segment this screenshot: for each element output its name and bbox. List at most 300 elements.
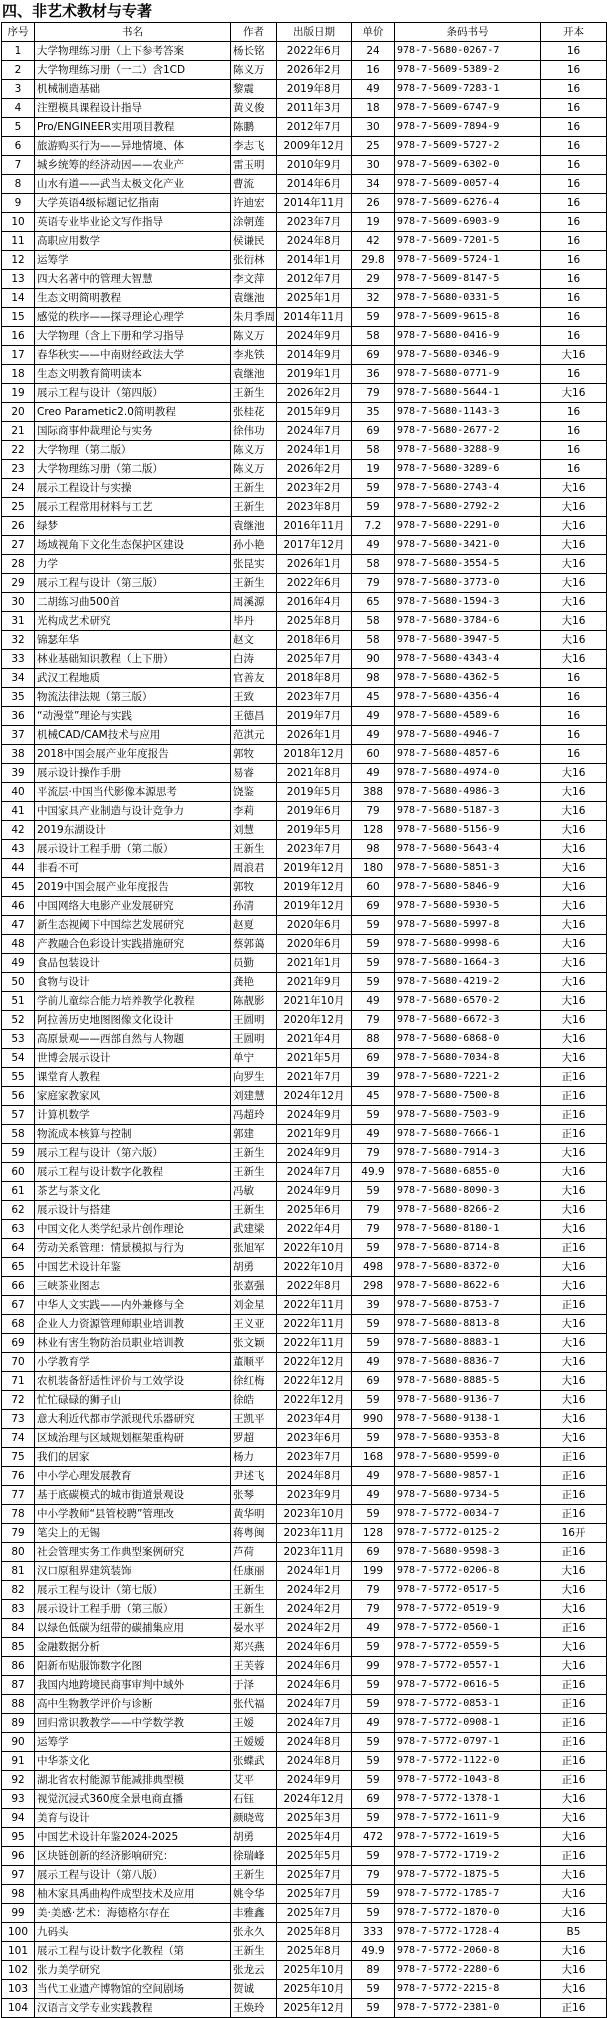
cell-title: 中国艺术设计年鉴2024-2025 (35, 1828, 231, 1847)
cell-author: 单宁 (231, 1049, 277, 1068)
cell-date: 2017年12月 (277, 536, 352, 555)
cell-author: 李志飞 (231, 137, 277, 156)
cell-date: 2019年7月 (277, 707, 352, 726)
cell-title: 山水有道——武当太极文化产业 (35, 175, 231, 194)
cell-author: 王新生 (231, 1201, 277, 1220)
cell-isbn: 978-7-5680-5851-3 (395, 859, 541, 878)
cell-isbn: 978-7-5680-3947-5 (395, 631, 541, 650)
cell-seq: 52 (2, 1011, 35, 1030)
table-row (2, 1524, 607, 1543)
table-row (2, 1106, 607, 1125)
cell-seq: 51 (2, 992, 35, 1011)
cell-seq: 3 (2, 80, 35, 99)
cell-date: 2024年12月 (277, 1087, 352, 1106)
cell-date: 2026年2月 (277, 460, 352, 479)
cell-isbn: 978-7-5609-7201-5 (395, 232, 541, 251)
cell-isbn: 978-7-5772-0519-9 (395, 1600, 541, 1619)
cell-author: 胡勇 (231, 1828, 277, 1847)
table-row (2, 1372, 607, 1391)
cell-author: 向罗生 (231, 1068, 277, 1087)
cell-isbn: 978-7-5680-3288-9 (395, 441, 541, 460)
table-row (2, 156, 607, 175)
cell-format: 大16 (541, 1809, 607, 1828)
cell-title: 茶艺与茶文化 (35, 1182, 231, 1201)
cell-title: 柚木家具禹曲构件成型技术及应用 (35, 1885, 231, 1904)
cell-date: 2019年8月 (277, 80, 352, 99)
table-row (2, 498, 607, 517)
cell-date: 2018年6月 (277, 631, 352, 650)
cell-title: 展示工程与设计（第八版） (35, 1866, 231, 1885)
cell-date: 2024年6月 (277, 1638, 352, 1657)
cell-isbn: 978-7-5680-2677-2 (395, 422, 541, 441)
cell-date: 2025年3月 (277, 1809, 352, 1828)
cell-format: 正16 (541, 1695, 607, 1714)
cell-isbn: 978-7-5772-2060-8 (395, 1942, 541, 1961)
cell-author: 王焕玲 (231, 1999, 277, 2018)
cell-author: 王新生 (231, 1600, 277, 1619)
cell-isbn: 978-7-5680-7034-8 (395, 1049, 541, 1068)
cell-format: 正16 (541, 1505, 607, 1524)
cell-isbn: 978-7-5680-4974-0 (395, 764, 541, 783)
cell-seq: 21 (2, 422, 35, 441)
cell-price: 88 (352, 1030, 395, 1049)
cell-price: 19 (352, 213, 395, 232)
cell-isbn: 978-7-5680-9857-1 (395, 1467, 541, 1486)
cell-seq: 69 (2, 1334, 35, 1353)
cell-date: 2025年10月 (277, 1961, 352, 1980)
cell-isbn: 978-7-5680-4986-3 (395, 783, 541, 802)
cell-isbn: 978-7-5680-9353-8 (395, 1429, 541, 1448)
cell-format: 16 (541, 251, 607, 270)
cell-title: 阳新布贴服饰数字化图 (35, 1657, 231, 1676)
cell-date: 2018年8月 (277, 669, 352, 688)
table-row (2, 992, 607, 1011)
cell-format: 正16 (541, 1752, 607, 1771)
cell-date: 2019年5月 (277, 783, 352, 802)
cell-author: 陈鹏 (231, 118, 277, 137)
cell-price: 59 (352, 1695, 395, 1714)
cell-format: 大16 (541, 1828, 607, 1847)
cell-title: 生态文明教育简明读本 (35, 365, 231, 384)
cell-isbn: 978-7-5680-6855-0 (395, 1163, 541, 1182)
cell-price: 59 (352, 1733, 395, 1752)
cell-author: 黄义俊 (231, 99, 277, 118)
cell-author: 郭建 (231, 1125, 277, 1144)
cell-date: 2022年8月 (277, 1277, 352, 1296)
cell-author: 陈义万 (231, 441, 277, 460)
cell-author: 张蝶武 (231, 1752, 277, 1771)
cell-title: 忙忙碌碌的狮子山 (35, 1391, 231, 1410)
cell-price: 79 (352, 1201, 395, 1220)
cell-date: 2009年12月 (277, 137, 352, 156)
cell-author: 王新生 (231, 840, 277, 859)
cell-date: 2021年4月 (277, 1030, 352, 1049)
cell-seq: 77 (2, 1486, 35, 1505)
cell-author: 徐伟功 (231, 422, 277, 441)
cell-isbn: 978-7-5680-8622-6 (395, 1277, 541, 1296)
cell-author: 王芙蓉 (231, 1657, 277, 1676)
cell-date: 2025年4月 (277, 1828, 352, 1847)
cell-title: 大学英语4级标题记忆指南 (35, 194, 231, 213)
cell-price: 58 (352, 631, 395, 650)
table-row (2, 1163, 607, 1182)
cell-price: 59 (352, 1752, 395, 1771)
cell-seq: 76 (2, 1467, 35, 1486)
cell-seq: 78 (2, 1505, 35, 1524)
cell-date: 2022年11月 (277, 1296, 352, 1315)
cell-author: 陈靓影 (231, 992, 277, 1011)
table-row (2, 1239, 607, 1258)
table-row (2, 631, 607, 650)
cell-seq: 100 (2, 1923, 35, 1942)
table-row (2, 441, 607, 460)
cell-title: 二胡练习曲500首 (35, 593, 231, 612)
cell-author: 张衍林 (231, 251, 277, 270)
cell-title: “动漫堂”理论与实践 (35, 707, 231, 726)
cell-seq: 99 (2, 1904, 35, 1923)
cell-title: 中小学教师“县管校聘”管理改 (35, 1505, 231, 1524)
cell-author: 石钰 (231, 1790, 277, 1809)
cell-title: 汉口原租界建筑装饰 (35, 1562, 231, 1581)
cell-title: 力学 (35, 555, 231, 574)
cell-author: 郭牧 (231, 745, 277, 764)
cell-author: 王新生 (231, 1144, 277, 1163)
cell-author: 张嘉强 (231, 1277, 277, 1296)
cell-seq: 19 (2, 384, 35, 403)
cell-isbn: 978-7-5680-5643-4 (395, 840, 541, 859)
cell-isbn: 978-7-5680-2291-0 (395, 517, 541, 536)
cell-seq: 10 (2, 213, 35, 232)
cell-title: 注塑模具课程设计指导 (35, 99, 231, 118)
cell-format: 正16 (541, 1087, 607, 1106)
cell-seq: 53 (2, 1030, 35, 1049)
cell-seq: 1 (2, 42, 35, 61)
cell-seq: 104 (2, 1999, 35, 2018)
cell-seq: 8 (2, 175, 35, 194)
cell-seq: 28 (2, 555, 35, 574)
cell-format: 大16 (541, 631, 607, 650)
table-row (2, 859, 607, 878)
cell-price: 49 (352, 1714, 395, 1733)
cell-format: 大16 (541, 1315, 607, 1334)
cell-format: 16 (541, 213, 607, 232)
cell-title: 小学教育学 (35, 1353, 231, 1372)
cell-format: 大16 (541, 1372, 607, 1391)
cell-author: 武建梁 (231, 1220, 277, 1239)
cell-format: 16 (541, 688, 607, 707)
cell-isbn: 978-7-5772-1619-5 (395, 1828, 541, 1847)
cell-author: 王新生 (231, 1581, 277, 1600)
cell-title: 三峡茶业图志 (35, 1277, 231, 1296)
cell-author: 王义亚 (231, 1315, 277, 1334)
cell-seq: 72 (2, 1391, 35, 1410)
cell-seq: 31 (2, 612, 35, 631)
cell-price: 79 (352, 1011, 395, 1030)
cell-title: 产教融合色彩设计实践措施研究 (35, 935, 231, 954)
cell-price: 59 (352, 916, 395, 935)
cell-author: 王凯平 (231, 1410, 277, 1429)
cell-author: 李兆铁 (231, 346, 277, 365)
cell-format: 大16 (541, 1201, 607, 1220)
cell-date: 2024年1月 (277, 441, 352, 460)
cell-date: 2023年9月 (277, 1486, 352, 1505)
cell-title: 区块链创新的经济影响研究： (35, 1847, 231, 1866)
cell-isbn: 978-7-5680-8836-7 (395, 1353, 541, 1372)
cell-seq: 90 (2, 1733, 35, 1752)
cell-date: 2021年10月 (277, 992, 352, 1011)
cell-format: 16 (541, 403, 607, 422)
cell-title: Creo Parametic2.0简明教程 (35, 403, 231, 422)
cell-author: 杨长铭 (231, 42, 277, 61)
cell-author: 袁继池 (231, 517, 277, 536)
header-row (2, 23, 607, 42)
cell-format: 大16 (541, 1391, 607, 1410)
cell-price: 79 (352, 384, 395, 403)
cell-price: 59 (352, 1182, 395, 1201)
cell-price: 59 (352, 1885, 395, 1904)
cell-seq: 33 (2, 650, 35, 669)
cell-date: 2023年11月 (277, 1524, 352, 1543)
table-row (2, 1809, 607, 1828)
cell-format: 大16 (541, 1657, 607, 1676)
cell-seq: 57 (2, 1106, 35, 1125)
cell-date: 2025年7月 (277, 650, 352, 669)
cell-author: 郭牧 (231, 878, 277, 897)
cell-price: 49 (352, 1486, 395, 1505)
cell-title: 课堂育人教程 (35, 1068, 231, 1087)
cell-format: 16 (541, 441, 607, 460)
cell-price: 26 (352, 194, 395, 213)
cell-date: 2020年6月 (277, 935, 352, 954)
cell-format: 大16 (541, 536, 607, 555)
cell-author: 周浪君 (231, 859, 277, 878)
cell-format: 大16 (541, 1638, 607, 1657)
cell-title: 林业有害生物防治员职业培训教 (35, 1334, 231, 1353)
cell-format: 大16 (541, 555, 607, 574)
cell-format: 16 (541, 327, 607, 346)
cell-isbn: 978-7-5680-4589-6 (395, 707, 541, 726)
cell-format: 16 (541, 61, 607, 80)
cell-format: 大16 (541, 878, 607, 897)
cell-format: 正16 (541, 1068, 607, 1087)
cell-date: 2024年2月 (277, 1619, 352, 1638)
cell-author: 张永久 (231, 1923, 277, 1942)
cell-title: 新生态视阈下中国综艺发展研究 (35, 916, 231, 935)
cell-isbn: 978-7-5680-8813-8 (395, 1315, 541, 1334)
cell-seq: 86 (2, 1657, 35, 1676)
cell-seq: 2 (2, 61, 35, 80)
cell-format: 16 (541, 99, 607, 118)
cell-format: 16 (541, 308, 607, 327)
cell-author: 蒋粤闽 (231, 1524, 277, 1543)
cell-format: 16开 (541, 1524, 607, 1543)
cell-price: 58 (352, 327, 395, 346)
cell-seq: 34 (2, 669, 35, 688)
cell-date: 2026年2月 (277, 61, 352, 80)
table-row (2, 384, 607, 403)
cell-date: 2014年9月 (277, 346, 352, 365)
cell-seq: 43 (2, 840, 35, 859)
cell-price: 16 (352, 61, 395, 80)
cell-price: 79 (352, 1144, 395, 1163)
cell-author: 刘慧 (231, 821, 277, 840)
cell-price: 49 (352, 764, 395, 783)
cell-format: 16 (541, 669, 607, 688)
header-format: 开本 (541, 23, 607, 42)
table-row (2, 1144, 607, 1163)
cell-seq: 58 (2, 1125, 35, 1144)
cell-seq: 14 (2, 289, 35, 308)
cell-title: 物流成本核算与控制 (35, 1125, 231, 1144)
cell-date: 2025年8月 (277, 612, 352, 631)
cell-author: 刘金星 (231, 1296, 277, 1315)
cell-isbn: 978-7-5772-0557-1 (395, 1657, 541, 1676)
cell-isbn: 978-7-5609-6302-0 (395, 156, 541, 175)
cell-format: 16 (541, 422, 607, 441)
cell-format: 大16 (541, 517, 607, 536)
table-row (2, 118, 607, 137)
cell-isbn: 978-7-5680-5930-5 (395, 897, 541, 916)
cell-date: 2024年12月 (277, 1790, 352, 1809)
cell-price: 45 (352, 688, 395, 707)
cell-author: 袁继池 (231, 365, 277, 384)
cell-format: 大16 (541, 821, 607, 840)
cell-price: 59 (352, 1239, 395, 1258)
cell-title: 展示设计工程手册（第三版） (35, 1600, 231, 1619)
cell-seq: 27 (2, 536, 35, 555)
cell-seq: 81 (2, 1562, 35, 1581)
cell-seq: 89 (2, 1714, 35, 1733)
cell-isbn: 978-7-5680-4343-4 (395, 650, 541, 669)
cell-title: 展示设计操作手册 (35, 764, 231, 783)
cell-seq: 87 (2, 1676, 35, 1695)
cell-date: 2023年7月 (277, 688, 352, 707)
cell-author: 王嫒嫒 (231, 1733, 277, 1752)
cell-isbn: 978-7-5680-4219-2 (395, 973, 541, 992)
table-row (2, 1296, 607, 1315)
cell-format: 16 (541, 289, 607, 308)
cell-date: 2019年5月 (277, 821, 352, 840)
cell-title: 湖北省农村能源节能减排典型模 (35, 1771, 231, 1790)
table-row (2, 1353, 607, 1372)
cell-format: 大16 (541, 1942, 607, 1961)
cell-price: 59 (352, 1505, 395, 1524)
cell-price: 498 (352, 1258, 395, 1277)
cell-date: 2020年6月 (277, 916, 352, 935)
cell-title: 金融数据分析 (35, 1638, 231, 1657)
cell-title: 展示工程与设计（第三版） (35, 574, 231, 593)
cell-title: 以绿色低碳为纽带的碳捕集应用 (35, 1619, 231, 1638)
cell-isbn: 978-7-5680-5156-9 (395, 821, 541, 840)
cell-format: 大16 (541, 650, 607, 669)
table-row (2, 1771, 607, 1790)
cell-title: 四大名著中的管理大智慧 (35, 270, 231, 289)
cell-seq: 93 (2, 1790, 35, 1809)
cell-price: 90 (352, 650, 395, 669)
table-row (2, 1448, 607, 1467)
cell-author: 徐瑞峰 (231, 1847, 277, 1866)
table-row (2, 707, 607, 726)
cell-author: 官善友 (231, 669, 277, 688)
table-row (2, 555, 607, 574)
table-row (2, 137, 607, 156)
cell-date: 2023年10月 (277, 1505, 352, 1524)
cell-date: 2022年12月 (277, 1353, 352, 1372)
table-body (2, 42, 607, 2018)
table-row (2, 1752, 607, 1771)
cell-format: 大16 (541, 840, 607, 859)
cell-date: 2023年8月 (277, 498, 352, 517)
cell-title: 展示设计与搭建 (35, 1201, 231, 1220)
cell-seq: 102 (2, 1961, 35, 1980)
cell-format: 大16 (541, 1258, 607, 1277)
cell-date: 2022年6月 (277, 42, 352, 61)
cell-date: 2024年8月 (277, 232, 352, 251)
table-row (2, 783, 607, 802)
table-row (2, 232, 607, 251)
cell-price: 79 (352, 574, 395, 593)
cell-isbn: 978-7-5680-8266-2 (395, 1201, 541, 1220)
cell-author: 陈义万 (231, 460, 277, 479)
cell-date: 2024年7月 (277, 1695, 352, 1714)
cell-isbn: 978-7-5680-3773-0 (395, 574, 541, 593)
cell-author: 张代福 (231, 1695, 277, 1714)
table-row (2, 1885, 607, 1904)
table-row (2, 1695, 607, 1714)
header-isbn: 条码书号 (395, 23, 541, 42)
cell-price: 128 (352, 821, 395, 840)
cell-author: 刘建慧 (231, 1087, 277, 1106)
table-row (2, 346, 607, 365)
cell-price: 25 (352, 137, 395, 156)
header-author: 作者 (231, 23, 277, 42)
cell-format: 正16 (541, 1486, 607, 1505)
cell-isbn: 978-7-5680-9138-1 (395, 1410, 541, 1429)
cell-format: 大16 (541, 479, 607, 498)
cell-author: 毕丹 (231, 612, 277, 631)
cell-author: 王圆明 (231, 1030, 277, 1049)
cell-price: 59 (352, 1391, 395, 1410)
cell-author: 颜晓莺 (231, 1809, 277, 1828)
cell-price: 59 (352, 1429, 395, 1448)
cell-date: 2024年2月 (277, 1581, 352, 1600)
cell-title: 2019东湖设计 (35, 821, 231, 840)
cell-price: 45 (352, 1087, 395, 1106)
cell-title: 笔尖上的无锡 (35, 1524, 231, 1543)
cell-format: 大16 (541, 1144, 607, 1163)
cell-date: 2018年12月 (277, 745, 352, 764)
cell-title: 当代工业遗产博物馆的空间剧场 (35, 1980, 231, 1999)
cell-price: 180 (352, 859, 395, 878)
cell-format: 大16 (541, 1790, 607, 1809)
cell-seq: 61 (2, 1182, 35, 1201)
cell-price: 34 (352, 175, 395, 194)
cell-isbn: 978-7-5680-0267-7 (395, 42, 541, 61)
cell-format: 正16 (541, 1125, 607, 1144)
cell-author: 郑兴燕 (231, 1638, 277, 1657)
cell-author: 胡勇 (231, 1258, 277, 1277)
cell-price: 24 (352, 42, 395, 61)
cell-format: 大16 (541, 1410, 607, 1429)
table-row (2, 1904, 607, 1923)
cell-seq: 80 (2, 1543, 35, 1562)
cell-format: 大16 (541, 346, 607, 365)
cell-isbn: 978-7-5680-0331-5 (395, 289, 541, 308)
cell-date: 2021年8月 (277, 764, 352, 783)
table-row (2, 403, 607, 422)
cell-title: 高原景观——西部自然与人物题 (35, 1030, 231, 1049)
cell-seq: 24 (2, 479, 35, 498)
